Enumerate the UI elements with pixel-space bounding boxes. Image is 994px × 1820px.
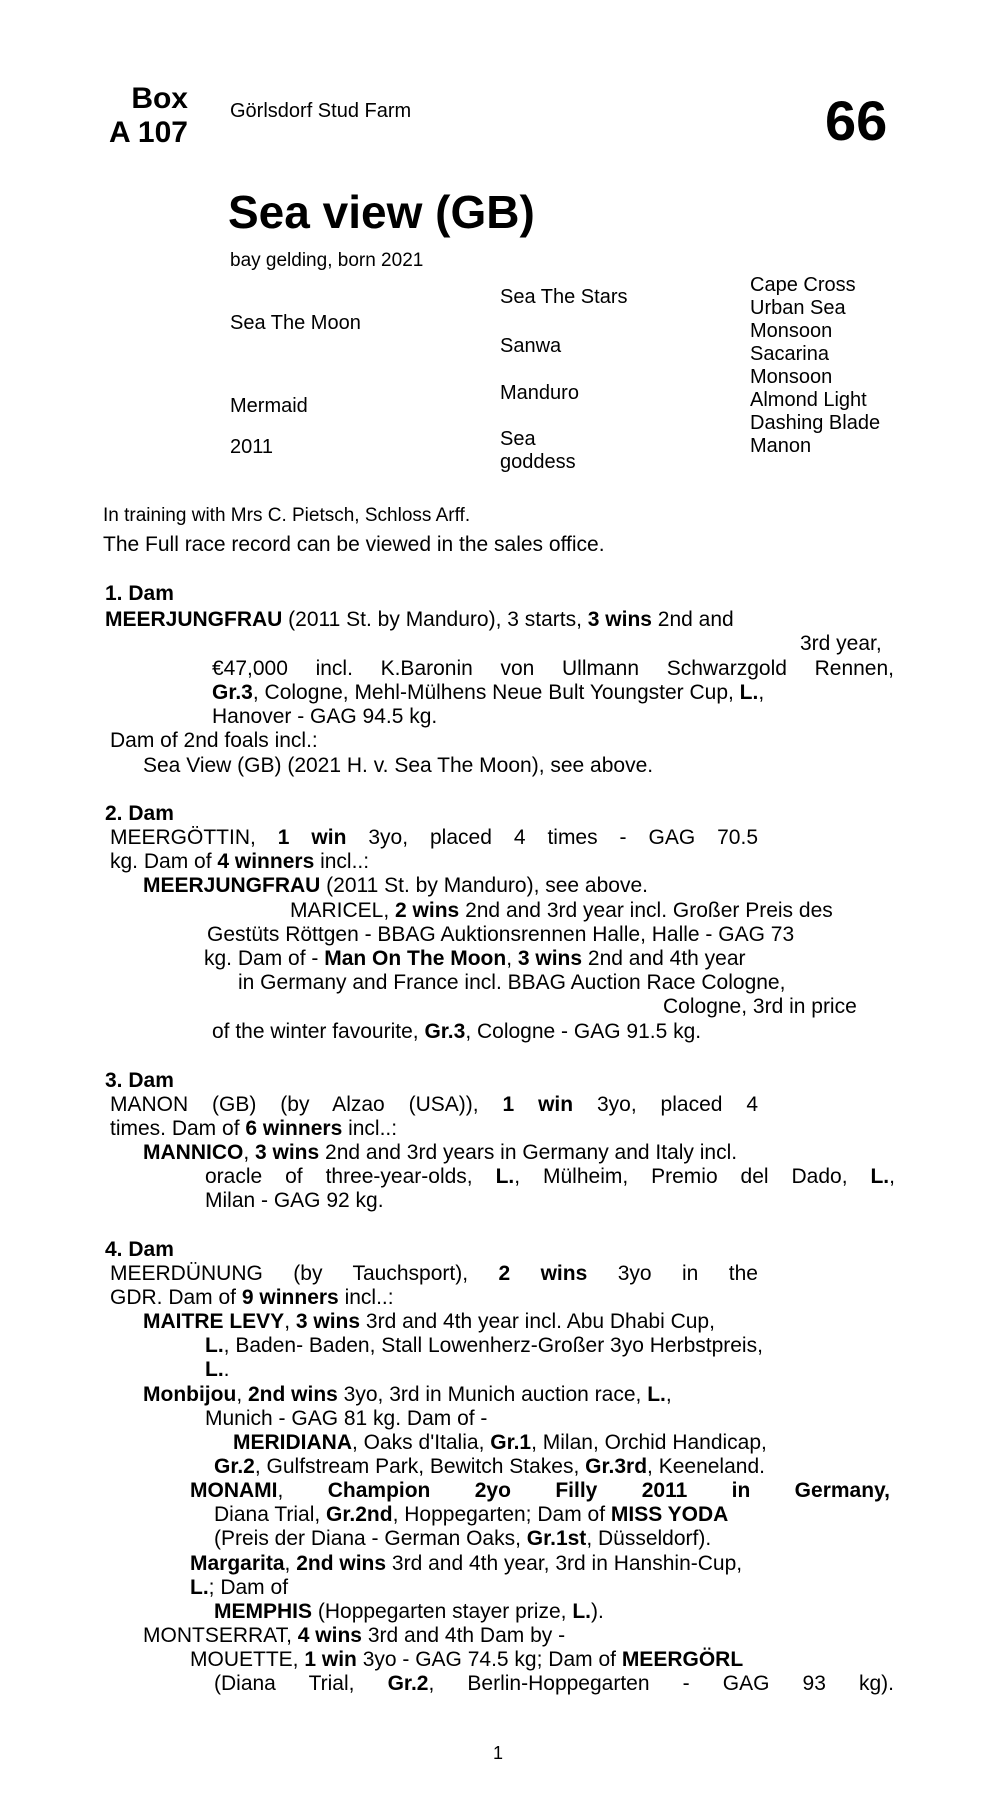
dam2-line-5: Gestüts Röttgen - BBAG Auktionsrennen Halle, Halle - GAG 73 bbox=[207, 923, 795, 946]
dam4-line-8: MERIDIANA, Oaks d'Italia, Gr.1, Milan, Orchid Handicap, bbox=[233, 1431, 767, 1454]
dam4-line-5: L.. bbox=[205, 1358, 230, 1381]
dam1-line-7: Sea View (GB) (2021 H. v. Sea The Moon), see above. bbox=[143, 754, 654, 777]
pedigree-sire: Sea The Moon bbox=[230, 312, 361, 334]
pedigree-dam-dam-line-2: goddess bbox=[500, 451, 576, 473]
dam2-line-3: MEERJUNGFRAU (2011 St. by Manduro), see above. bbox=[143, 874, 648, 897]
dam1-line-5: Hanover - GAG 94.5 kg. bbox=[212, 705, 438, 728]
page-number: 1 bbox=[493, 1743, 504, 1763]
pedigree-dam-year: 2011 bbox=[230, 436, 274, 458]
box-label bbox=[80, 82, 188, 150]
horse-name: Sea view (GB) bbox=[228, 186, 535, 238]
dam2-line-8: Cologne, 3rd in price bbox=[663, 995, 857, 1018]
dam3-line-4: oracle of three-year-olds, L., Mülheim, Premio del Dado, L., bbox=[205, 1165, 895, 1188]
dam2-progeny-name: MEERJUNGFRAU bbox=[143, 874, 321, 897]
pedigree-g3-item: Monsoon bbox=[750, 366, 833, 388]
dam1-line-3: €47,000 incl. K.Baronin von Ullmann Schwarzgold Rennen, bbox=[212, 657, 894, 680]
pedigree-dam-dam-line-1: Sea bbox=[500, 428, 536, 450]
dam4-line-13: Margarita, 2nd wins 3rd and 4th year, 3rd in Hanshin-Cup, bbox=[190, 1552, 743, 1575]
dam1-line-6: Dam of 2nd foals incl.: bbox=[110, 729, 318, 752]
dam2-heading: 2. Dam bbox=[105, 802, 174, 825]
dam4-line-12: (Preis der Diana - German Oaks, Gr.1st, Düsseldorf). bbox=[214, 1527, 712, 1550]
dam2-line-9: of the winter favourite, Gr.3, Cologne - GAG 91.5 kg. bbox=[212, 1020, 702, 1043]
dam1-line-2: 3rd year, bbox=[800, 632, 882, 655]
dam2-line-2: kg. Dam of 4 winners incl..: bbox=[110, 850, 370, 873]
dam3-line-2: times. Dam of 6 winners incl..: bbox=[110, 1117, 398, 1140]
dam3-line-1: MANON (GB) (by Alzao (USA)), 1 win 3yo, placed 4 bbox=[110, 1093, 759, 1116]
dam4-line-3: MAITRE LEVY, 3 wins 3rd and 4th year incl. Abu Dhabi Cup, bbox=[143, 1310, 715, 1333]
pedigree-dam-dam bbox=[500, 428, 576, 474]
dam1-line-4: Gr.3, Cologne, Mehl-Mülhens Neue Bult Youngster Cup, L., bbox=[212, 681, 765, 704]
dam1-line-1: MEERJUNGFRAU (2011 St. by Manduro), 3 starts, 3 wins 2nd and bbox=[105, 608, 734, 631]
pedigree-g3-item: Almond Light bbox=[750, 389, 867, 411]
dam4-line-18: (Diana Trial, Gr.2, Berlin-Hoppegarten - GAG 93 kg). bbox=[214, 1672, 894, 1695]
pedigree-g3-item: Urban Sea bbox=[750, 297, 846, 319]
lot-number: 66 bbox=[825, 89, 888, 152]
pedigree-g3-item: Sacarina bbox=[750, 343, 829, 365]
training-note: In training with Mrs C. Pietsch, Schloss Arff. bbox=[103, 505, 471, 526]
dam3-progeny-name: MANNICO bbox=[143, 1141, 244, 1164]
pedigree-sire-sire: Sea The Stars bbox=[500, 286, 628, 308]
dam4-line-2: GDR. Dam of 9 winners incl..: bbox=[110, 1286, 394, 1309]
dam3-heading: 3. Dam bbox=[105, 1069, 174, 1092]
stud-name: Görlsdorf Stud Farm bbox=[230, 100, 412, 122]
box-line-1: Box bbox=[131, 82, 188, 115]
horse-description: bay gelding, born 2021 bbox=[230, 250, 424, 271]
race-record-note: The Full race record can be viewed in the sales office. bbox=[103, 533, 605, 556]
dam4-line-4: L., Baden- Baden, Stall Lowenherz-Großer 3yo Herbstpreis, bbox=[205, 1334, 763, 1357]
dam2-line-6: kg. Dam of - Man On The Moon, 3 wins 2nd and 4th year bbox=[204, 947, 746, 970]
dam4-line-11: Diana Trial, Gr.2nd, Hoppegarten; Dam of MISS YODA bbox=[214, 1503, 729, 1526]
dam4-heading: 4. Dam bbox=[105, 1238, 174, 1261]
dam4-line-17: MOUETTE, 1 win 3yo - GAG 74.5 kg; Dam of MEERGÖRL bbox=[190, 1648, 744, 1671]
dam3-line-3: MANNICO, 3 wins 2nd and 3rd years in Germany and Italy incl. bbox=[143, 1141, 738, 1164]
dam4-line-10: MONAMI, Champion 2yo Filly 2011 in Germany, bbox=[190, 1479, 890, 1502]
dam4-line-1: MEERDÜNUNG (by Tauchsport), 2 wins 3yo in the bbox=[110, 1262, 758, 1285]
dam2-line-1: MEERGÖTTIN, 1 win 3yo, placed 4 times - GAG 70.5 bbox=[110, 826, 758, 849]
pedigree-dam: Mermaid bbox=[230, 395, 308, 417]
dam4-line-6: Monbijou, 2nd wins 3yo, 3rd in Munich auction race, L., bbox=[143, 1383, 672, 1406]
dam1-heading: 1. Dam bbox=[105, 582, 174, 605]
dam4-line-9: Gr.2, Gulfstream Park, Bewitch Stakes, Gr.3rd, Keeneland. bbox=[214, 1455, 765, 1478]
dam2-line-4: MARICEL, 2 wins 2nd and 3rd year incl. Großer Preis des bbox=[290, 899, 833, 922]
dam2-line-7: in Germany and France incl. BBAG Auction Race Cologne, bbox=[238, 971, 786, 994]
pedigree-g3-item: Cape Cross bbox=[750, 274, 856, 296]
pedigree-dam-sire: Manduro bbox=[500, 382, 579, 404]
dam4-line-15: MEMPHIS (Hoppegarten stayer prize, L.). bbox=[214, 1600, 604, 1623]
dam4-line-7: Munich - GAG 81 kg. Dam of - bbox=[205, 1407, 488, 1430]
pedigree-g3-item: Monsoon bbox=[750, 320, 833, 342]
dam1-name: MEERJUNGFRAU bbox=[105, 608, 283, 631]
box-line-2: A 107 bbox=[109, 116, 188, 149]
pedigree-g3-item: Manon bbox=[750, 435, 812, 457]
dam3-line-5: Milan - GAG 92 kg. bbox=[205, 1189, 384, 1212]
dam4-line-16: MONTSERRAT, 4 wins 3rd and 4th Dam by - bbox=[143, 1624, 566, 1647]
dam4-line-14: L.; Dam of bbox=[190, 1576, 289, 1599]
pedigree-third-generation bbox=[750, 274, 880, 458]
pedigree-sire-dam: Sanwa bbox=[500, 335, 562, 357]
pedigree-g3-item: Dashing Blade bbox=[750, 412, 881, 434]
